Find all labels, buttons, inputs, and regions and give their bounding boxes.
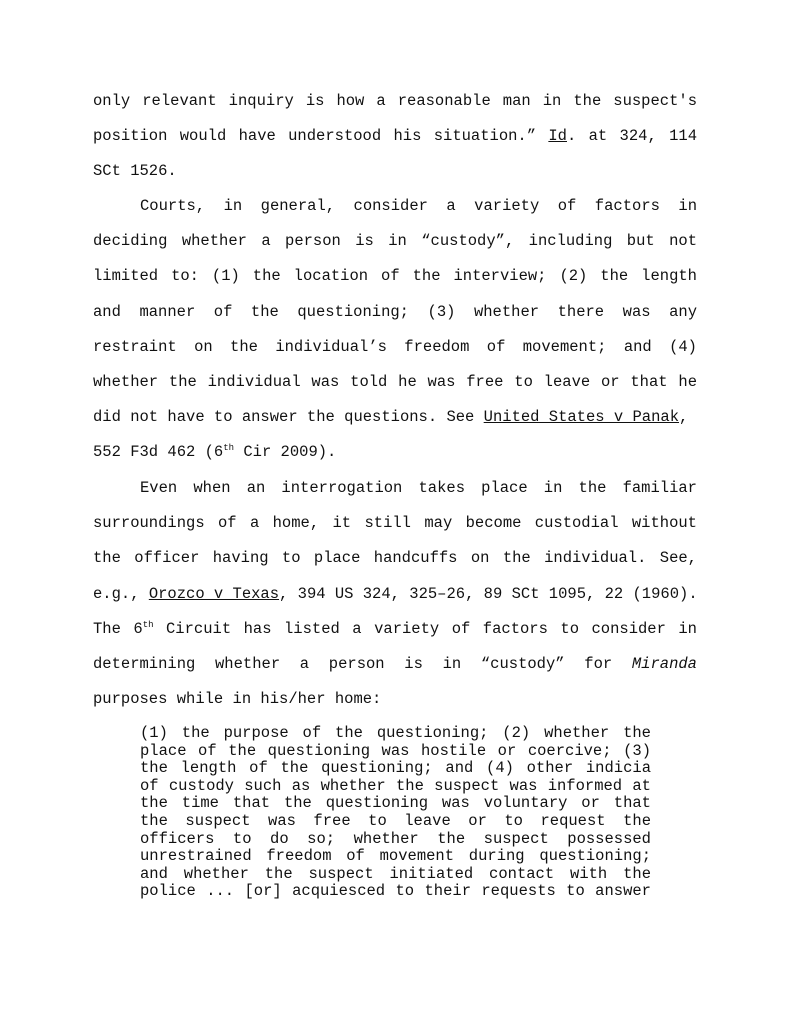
line-text: determining whether a person is in “custody” for xyxy=(93,655,632,674)
text-line xyxy=(93,365,697,400)
text-line xyxy=(93,577,697,612)
text-line xyxy=(93,119,697,154)
line-text: whether the individual was told he was free to leave or that he xyxy=(93,373,697,392)
quote-line: officers to do so; whether the suspect possessed xyxy=(140,829,651,848)
line-text: restraint on the individual’s freedom of movement; and (4) xyxy=(93,337,697,356)
line-text: e.g., xyxy=(93,584,149,603)
ordinal-superscript: th xyxy=(223,443,235,454)
text-line xyxy=(93,612,697,647)
quote-line: the suspect was free to leave or to request the xyxy=(140,811,651,830)
line-text: 552 F3d 462 (6 xyxy=(93,443,224,462)
line-text: Even when an interrogation takes place in the familiar xyxy=(140,479,697,497)
text-line xyxy=(93,330,697,365)
line-text: only relevant inquiry is how a reasonable man in the suspect's xyxy=(93,92,697,110)
line-text: and manner of the questioning; (3) whether there was any xyxy=(93,302,697,321)
quote-line: (1) the purpose of the questioning; (2) whether the xyxy=(140,724,651,742)
line-text: Courts, in general, consider a variety of factors in xyxy=(140,197,697,215)
line-text: did not have to answer the questions. See xyxy=(93,408,484,427)
text-line xyxy=(93,224,697,259)
text-line xyxy=(93,259,697,294)
line-text: The 6 xyxy=(93,619,143,638)
quote-line: and whether the suspect initiated contact with the xyxy=(140,864,651,883)
citation-id: Id xyxy=(548,127,567,146)
text-line xyxy=(93,471,697,506)
text-line xyxy=(93,647,697,682)
line-text: position would have understood his situation.” xyxy=(93,127,549,146)
text-line xyxy=(93,682,697,717)
line-text: SCt 1526. xyxy=(93,162,177,181)
miranda-term: Miranda xyxy=(631,655,697,674)
ordinal-superscript: th xyxy=(142,619,154,630)
text-line xyxy=(93,295,697,330)
text-line xyxy=(93,84,697,119)
quote-line: the time that the questioning was voluntary or that xyxy=(140,794,651,813)
text-line xyxy=(93,506,697,541)
quote-line: unrestrained freedom of movement during questioning; xyxy=(140,847,651,866)
line-text: Cir 2009). xyxy=(234,443,337,462)
text-line xyxy=(93,435,697,470)
text-line xyxy=(93,154,697,189)
quote-line: of custody such as whether the suspect was informed at xyxy=(140,776,651,795)
block-quote xyxy=(140,725,651,901)
text-line xyxy=(93,541,697,576)
line-text: the officer having to place handcuffs on the individual. See, xyxy=(93,549,697,568)
line-text: purposes while in his/her home: xyxy=(93,690,382,709)
text-line xyxy=(93,189,697,224)
line-text: limited to: (1) the location of the interview; (2) the length xyxy=(93,267,697,286)
line-text: , xyxy=(679,408,689,427)
case-citation: United States v Panak xyxy=(483,408,680,427)
line-text: surroundings of a home, it still may become custodial without xyxy=(93,514,697,533)
case-citation: Orozco v Texas xyxy=(148,584,280,603)
paragraph-continuation xyxy=(93,84,697,190)
line-text: deciding whether a person is in “custody”, including but not xyxy=(93,232,697,251)
quote-line: the length of the questioning; and (4) other indicia xyxy=(140,759,651,778)
quote-line: police ... [or] acquiesced to their requests to answer xyxy=(140,882,651,901)
line-text: . at 324, 114 xyxy=(566,127,698,146)
quote-line: place of the questioning was hostile or coercive; (3) xyxy=(140,741,651,760)
line-text: , 394 US 324, 325–26, 89 SCt 1095, 22 (1960). xyxy=(279,584,698,603)
paragraph-custody-factors xyxy=(93,189,697,471)
line-text: Circuit has listed a variety of factors to consider in xyxy=(153,619,697,638)
paragraph-home-interrogation xyxy=(93,471,697,717)
text-line xyxy=(93,400,697,435)
